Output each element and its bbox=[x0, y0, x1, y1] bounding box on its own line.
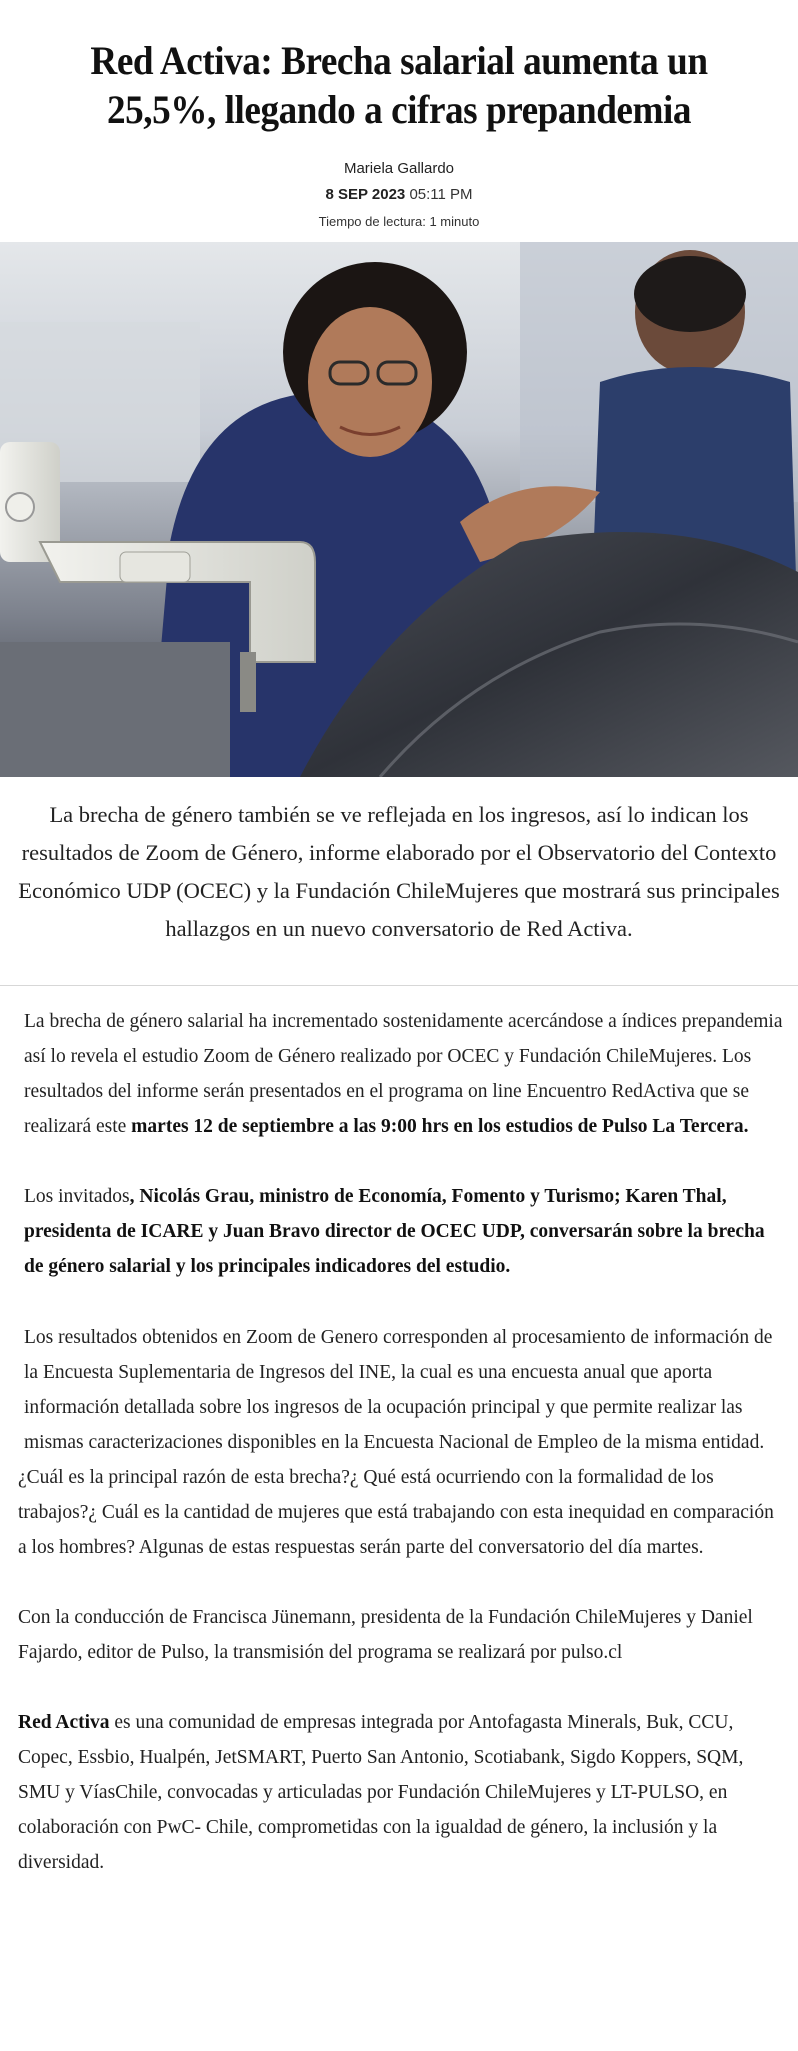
article-body-indented bbox=[0, 986, 798, 1460]
body-paragraph-1 bbox=[24, 1004, 784, 1144]
body-paragraph-3: Los resultados obtenidos en Zoom de Genero corresponden al procesamiento de información de la Encuesta Suplementaria de Ingresos del INE, la cual es una encuesta anual que aporta información detallada sobre los ingresos de la ocupación principal y que permite realizar las mismas caracterizaciones disponibles en la Encuesta Nacional de Empleo de la misma entidad. bbox=[24, 1327, 773, 1453]
article-lead: La brecha de género también se ve reflejada en los ingresos, así lo indican los resultados de Zoom de Género, informe elaborado por el Observatorio del Contexto Económico UDP (OCEC) y la Fundación ChileMujeres que mostrará sus principales hallazgos en un nuevo conversatorio de Red Activa. bbox=[18, 802, 780, 941]
body-paragraph-1-text: La brecha de género salarial ha incrementado sostenidamente acercándose a índices prepandemia así lo revela el estudio Zoom de Género realizado por OCEC y Fundación ChileMujeres. Los resultados del informe serán presentados en el programa on line Encuentro RedActiva que se realizará este bbox=[24, 1011, 783, 1137]
hero-image bbox=[0, 242, 798, 777]
body-paragraph-2-text: Los invitados bbox=[24, 1186, 130, 1207]
publish-date bbox=[0, 186, 798, 203]
body-paragraph-2 bbox=[24, 1179, 784, 1284]
author-name[interactable]: Mariela Gallardo bbox=[343, 160, 455, 177]
body-paragraph-1-highlight: martes 12 de septiembre a las 9:00 hrs en los estudios de Pulso La Tercera. bbox=[131, 1116, 749, 1137]
body-paragraph-2-highlight: , Nicolás Grau, ministro de Economía, Fomento y Turismo; Karen Thal, presidenta de ICARE y Juan Bravo director de OCEC UDP, conversarán sobre la brecha de género salarial y los principales indicadores del estudio. bbox=[24, 1186, 765, 1277]
body-paragraph-5: Con la conducción de Francisca Jünemann, presidenta de la Fundación ChileMujeres y Daniel Fajardo, editor de Pulso, la transmisión del programa se realizará por pulso.cl bbox=[18, 1607, 753, 1663]
red-activa-label: Red Activa bbox=[18, 1712, 110, 1733]
body-paragraph-4: ¿Cuál es la principal razón de esta brecha?¿ Qué está ocurriendo con la formalidad de los trabajos?¿ Cuál es la cantidad de mujeres que está trabajando con esta inequidad en comparación a los hombres? Algunas de estas respuestas serán parte del conversatorio del día martes. bbox=[18, 1467, 774, 1558]
body-paragraph-6-text: es una comunidad de empresas integrada por Antofagasta Minerals, Buk, CCU, Copec, Essbio, Hualpén, JetSMART, Puerto San Antonio, Scotiabank, Sigdo Koppers, SQM, SMU y VíasChile, convocadas y articuladas por Fundación ChileMujeres y LT-PULSO, en colaboración con PwC- Chile, comprometidas con la igualdad de género, la inclusión y la diversidad. bbox=[18, 1712, 744, 1873]
sewing-worker-photo bbox=[0, 242, 798, 777]
article-title: Red Activa: Brecha salarial aumenta un 25,5%, llegando a cifras prepandemia bbox=[90, 38, 708, 132]
publish-time: 05:11 PM bbox=[409, 186, 473, 203]
body-paragraph-6 bbox=[18, 1705, 784, 1880]
read-time: Tiempo de lectura: 1 minuto bbox=[318, 214, 480, 229]
byline bbox=[0, 160, 798, 229]
article-body bbox=[0, 1460, 798, 1880]
publish-date-day: 8 SEP 2023 bbox=[325, 186, 406, 203]
